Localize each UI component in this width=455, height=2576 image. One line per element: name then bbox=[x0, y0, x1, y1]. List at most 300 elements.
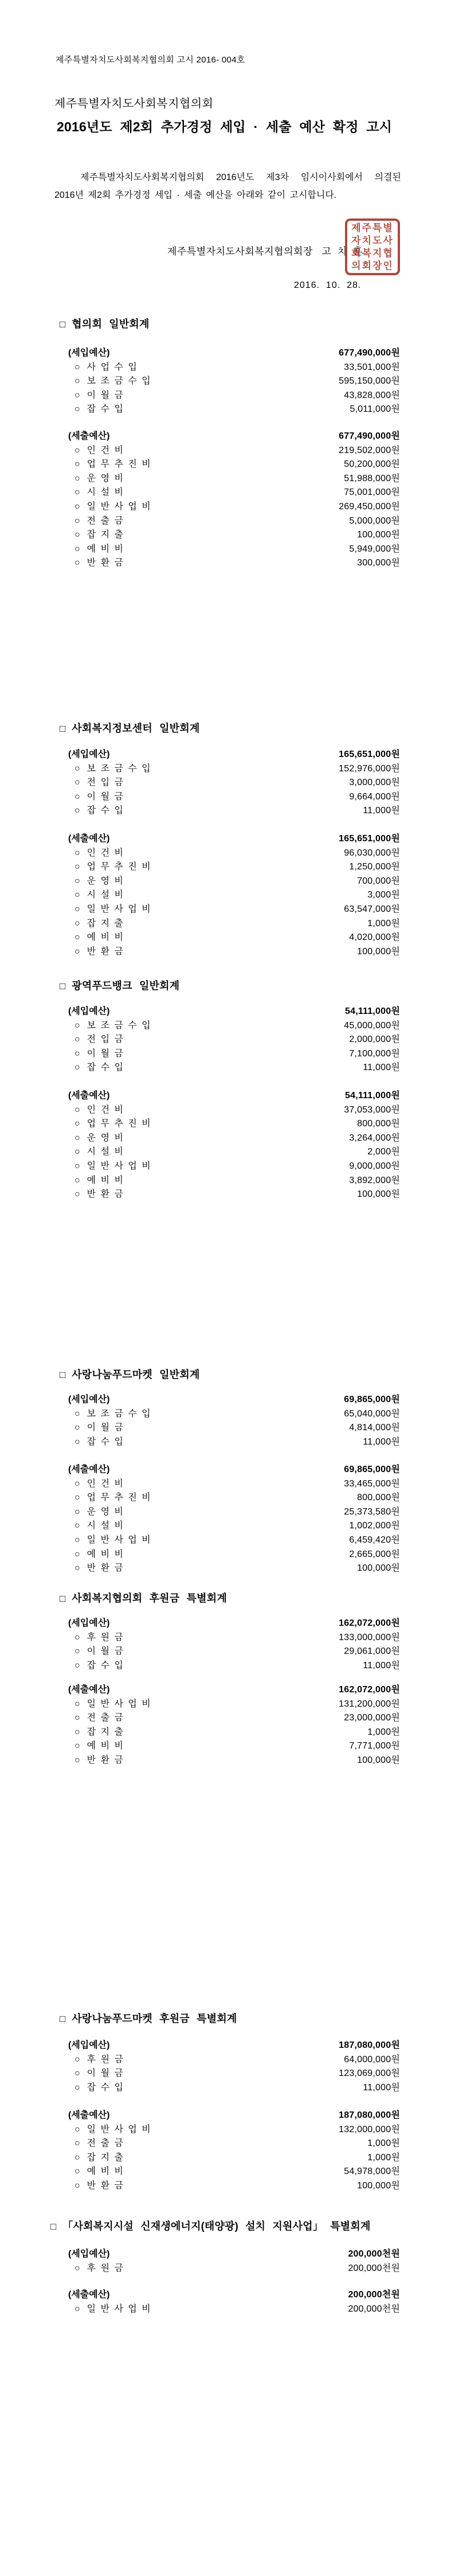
budget-item-row bbox=[0, 1174, 455, 1188]
item-label: 업 무 추 진 비 bbox=[87, 862, 151, 872]
section-heading bbox=[60, 978, 179, 993]
budget-item-row bbox=[0, 1491, 455, 1505]
item-amount: 33,501,000원 bbox=[344, 362, 400, 372]
item-label: 이 월 금 bbox=[87, 2068, 123, 2079]
item-amount: 5,949,000원 bbox=[349, 544, 400, 554]
budget-item-row bbox=[0, 1047, 455, 1061]
budget-income-block bbox=[0, 2039, 455, 2095]
circle-bullet-icon: ○ bbox=[74, 1755, 80, 1765]
circle-bullet-icon: ○ bbox=[74, 1408, 80, 1419]
circle-bullet-icon: ○ bbox=[74, 362, 80, 372]
circle-bullet-icon: ○ bbox=[74, 1535, 80, 1545]
circle-bullet-icon: ○ bbox=[74, 1563, 80, 1574]
budget-item-row bbox=[0, 1061, 455, 1075]
budget-expense-block bbox=[0, 1463, 455, 1576]
document-title: 2016년도 제2회 추가경정 세입 · 세출 예산 확정 고시 bbox=[57, 119, 393, 134]
section-heading bbox=[50, 2218, 371, 2233]
circle-bullet-icon: ○ bbox=[74, 1478, 80, 1489]
item-amount: 9,000,000원 bbox=[349, 1161, 400, 1171]
item-label: 잡 수 입 bbox=[87, 2082, 123, 2093]
budget-item-row bbox=[0, 1726, 455, 1740]
item-amount: 100,000원 bbox=[357, 1563, 400, 1574]
budget-label: (세입예산) bbox=[68, 1395, 110, 1404]
item-label: 예 비 비 bbox=[87, 932, 123, 943]
circle-bullet-icon: ○ bbox=[74, 876, 80, 886]
circle-bullet-icon: ○ bbox=[74, 1175, 80, 1185]
item-label: 일 반 사 업 비 bbox=[87, 904, 151, 914]
circle-bullet-icon: ○ bbox=[74, 2054, 80, 2064]
budget-total-amount: 162,072,000원 bbox=[339, 1685, 400, 1695]
section-title: 사회복지협의회 후원금 특별회계 bbox=[72, 1593, 227, 1604]
circle-bullet-icon: ○ bbox=[74, 2138, 80, 2149]
seal-text-row: 제주특별 bbox=[351, 223, 394, 234]
budget-label: (세출예산) bbox=[68, 431, 110, 441]
item-amount: 11,000원 bbox=[363, 2082, 400, 2093]
item-amount: 1,000원 bbox=[367, 2152, 400, 2163]
budget-label: (세입예산) bbox=[68, 1618, 110, 1628]
budget-item-row bbox=[0, 2081, 455, 2095]
item-amount: 100,000원 bbox=[357, 2180, 400, 2191]
item-amount: 11,000원 bbox=[363, 1660, 400, 1671]
budget-expense-block bbox=[0, 430, 455, 571]
item-amount: 23,000,000원 bbox=[344, 1713, 400, 1723]
item-amount: 1,002,000원 bbox=[349, 1521, 400, 1531]
item-amount: 123,069,000원 bbox=[339, 2068, 400, 2079]
item-amount: 3,892,000원 bbox=[349, 1175, 400, 1185]
budget-label: (세입예산) bbox=[68, 2040, 110, 2050]
budget-item-row bbox=[0, 1519, 455, 1533]
circle-bullet-icon: ○ bbox=[74, 763, 80, 774]
item-label: 잡 지 출 bbox=[87, 530, 123, 540]
item-label: 전 입 금 bbox=[87, 1035, 123, 1045]
item-label: 잡 수 입 bbox=[87, 1660, 123, 1671]
item-label: 일 반 사 업 비 bbox=[87, 2304, 151, 2314]
budget-item-row bbox=[0, 2179, 455, 2193]
item-label: 운 영 비 bbox=[87, 876, 123, 886]
item-amount: 2,000,000원 bbox=[349, 1035, 400, 1045]
body-paragraph-line2: 2016년 제2회 추가경정 세입 · 세출 예산을 아래와 같이 고시합니다. bbox=[54, 190, 337, 200]
square-bullet-icon: □ bbox=[60, 319, 66, 330]
square-bullet-icon: □ bbox=[60, 1593, 66, 1604]
section-title: 사랑나눔푸드마켓 일반회계 bbox=[72, 1369, 200, 1380]
item-amount: 152,976,000원 bbox=[339, 763, 400, 774]
item-amount: 3,000,000원 bbox=[349, 778, 400, 788]
item-amount: 6,459,420원 bbox=[349, 1535, 400, 1545]
seal-text-row: 의회장인 bbox=[351, 260, 394, 271]
budget-item-row bbox=[0, 2137, 455, 2151]
budget-income-block bbox=[0, 1617, 455, 1673]
budget-item-row bbox=[0, 374, 455, 389]
budget-item-row bbox=[0, 1533, 455, 1548]
section-heading bbox=[60, 2011, 237, 2025]
circle-bullet-icon: ○ bbox=[74, 487, 80, 498]
budget-income-block bbox=[0, 1005, 455, 1075]
budget-item-row bbox=[0, 1548, 455, 1562]
budget-label: (세입예산) bbox=[68, 1006, 110, 1016]
circle-bullet-icon: ○ bbox=[74, 501, 80, 512]
item-amount: 1,000원 bbox=[367, 918, 400, 928]
item-amount: 7,771,000원 bbox=[349, 1741, 400, 1751]
budget-item-row bbox=[0, 931, 455, 945]
budget-item-row bbox=[0, 472, 455, 486]
circle-bullet-icon: ○ bbox=[74, 1660, 80, 1671]
circle-bullet-icon: ○ bbox=[74, 1035, 80, 1045]
budget-total-row bbox=[0, 2247, 455, 2262]
seal-text-row: 회복지협 bbox=[351, 247, 394, 259]
circle-bullet-icon: ○ bbox=[74, 1437, 80, 1447]
budget-total-row bbox=[0, 2109, 455, 2123]
budget-total-amount: 69,865,000원 bbox=[344, 1395, 400, 1404]
section-heading bbox=[60, 316, 150, 331]
item-label: 반 환 금 bbox=[87, 558, 123, 568]
budget-item-row bbox=[0, 776, 455, 790]
item-amount: 2,665,000원 bbox=[349, 1549, 400, 1559]
item-amount: 37,053,000원 bbox=[344, 1104, 400, 1115]
budget-total-amount: 69,865,000원 bbox=[344, 1465, 400, 1474]
budget-expense-block bbox=[0, 2109, 455, 2193]
circle-bullet-icon: ○ bbox=[74, 1020, 80, 1031]
item-label: 인 건 비 bbox=[87, 445, 123, 455]
item-label: 시 설 비 bbox=[87, 487, 123, 498]
circle-bullet-icon: ○ bbox=[74, 1521, 80, 1531]
circle-bullet-icon: ○ bbox=[74, 1699, 80, 1709]
circle-bullet-icon: ○ bbox=[74, 2068, 80, 2079]
item-label: 잡 지 출 bbox=[87, 918, 123, 928]
notice-date: 2016. 10. 28. bbox=[294, 280, 362, 290]
budget-item-row bbox=[0, 1754, 455, 1768]
section-title: 사회복지정보센터 일반회계 bbox=[72, 723, 200, 734]
item-amount: 43,828,000원 bbox=[344, 390, 400, 400]
circle-bullet-icon: ○ bbox=[74, 946, 80, 957]
item-label: 반 환 금 bbox=[87, 1563, 123, 1574]
item-label: 잡 수 입 bbox=[87, 404, 123, 415]
budget-total-row bbox=[0, 1683, 455, 1697]
budget-total-row bbox=[0, 1005, 455, 1019]
circle-bullet-icon: ○ bbox=[74, 1104, 80, 1115]
item-label: 시 설 비 bbox=[87, 890, 123, 900]
item-label: 보 조 금 수 입 bbox=[87, 763, 151, 774]
budget-income-block bbox=[0, 748, 455, 818]
item-amount: 25,373,580원 bbox=[344, 1506, 400, 1517]
section-title: 협의회 일반회계 bbox=[72, 318, 150, 330]
budget-total-amount: 165,651,000원 bbox=[339, 834, 400, 844]
item-label: 일 반 사 업 비 bbox=[87, 501, 151, 512]
item-amount: 1,250,000원 bbox=[349, 862, 400, 872]
square-bullet-icon: □ bbox=[60, 981, 66, 992]
budget-item-row bbox=[0, 528, 455, 542]
item-amount: 50,200,000원 bbox=[344, 459, 400, 470]
item-amount: 11,000원 bbox=[363, 806, 400, 816]
item-label: 일 반 사 업 비 bbox=[87, 1161, 151, 1171]
budget-item-row bbox=[0, 1697, 455, 1712]
budget-item-row bbox=[0, 945, 455, 959]
item-label: 전 출 금 bbox=[87, 1713, 123, 1723]
item-label: 업 무 추 진 비 bbox=[87, 1493, 151, 1503]
circle-bullet-icon: ○ bbox=[74, 932, 80, 943]
budget-label: (세출예산) bbox=[68, 834, 110, 844]
circle-bullet-icon: ○ bbox=[74, 791, 80, 802]
item-amount: 64,000,000원 bbox=[344, 2054, 400, 2064]
budget-item-row bbox=[0, 1477, 455, 1492]
item-label: 반 환 금 bbox=[87, 1189, 123, 1200]
item-label: 시 설 비 bbox=[87, 1521, 123, 1531]
circle-bullet-icon: ○ bbox=[74, 1506, 80, 1517]
circle-bullet-icon: ○ bbox=[74, 1423, 80, 1433]
budget-total-amount: 200,000천원 bbox=[348, 2249, 400, 2259]
circle-bullet-icon: ○ bbox=[74, 390, 80, 400]
budget-expense-block bbox=[0, 1683, 455, 1768]
item-amount: 100,000원 bbox=[357, 1755, 400, 1765]
item-amount: 131,200,000원 bbox=[339, 1699, 400, 1709]
budget-total-row bbox=[0, 2288, 455, 2302]
budget-item-row bbox=[0, 1659, 455, 1673]
budget-item-row bbox=[0, 2151, 455, 2165]
budget-item-row bbox=[0, 1033, 455, 1047]
square-bullet-icon: □ bbox=[60, 2013, 66, 2024]
circle-bullet-icon: ○ bbox=[74, 1632, 80, 1642]
circle-bullet-icon: ○ bbox=[74, 1133, 80, 1143]
item-amount: 595,150,000원 bbox=[339, 376, 400, 387]
item-amount: 2,000원 bbox=[367, 1147, 400, 1157]
budget-item-row bbox=[0, 860, 455, 875]
notice-number: 제주특별자치도사회복지협의회 고시 2016- 004호 bbox=[56, 55, 245, 65]
circle-bullet-icon: ○ bbox=[74, 473, 80, 483]
circle-bullet-icon: ○ bbox=[74, 1493, 80, 1503]
item-amount: 200,000천원 bbox=[348, 2304, 400, 2314]
budget-total-amount: 187,080,000원 bbox=[339, 2110, 400, 2120]
circle-bullet-icon: ○ bbox=[74, 516, 80, 526]
item-amount: 3,264,000원 bbox=[349, 1133, 400, 1143]
circle-bullet-icon: ○ bbox=[74, 1727, 80, 1737]
budget-total-amount: 200,000천원 bbox=[348, 2290, 400, 2300]
budget-item-row bbox=[0, 500, 455, 514]
circle-bullet-icon: ○ bbox=[74, 2124, 80, 2134]
budget-item-row bbox=[0, 804, 455, 818]
budget-item-row bbox=[0, 1407, 455, 1422]
budget-total-amount: 187,080,000원 bbox=[339, 2040, 400, 2050]
item-label: 이 월 금 bbox=[87, 1423, 123, 1433]
item-label: 운 영 비 bbox=[87, 473, 123, 483]
section-heading bbox=[60, 720, 200, 735]
budget-item-row bbox=[0, 1019, 455, 1033]
budget-item-row bbox=[0, 389, 455, 403]
item-label: 예 비 비 bbox=[87, 2167, 123, 2177]
budget-item-row bbox=[0, 1435, 455, 1450]
item-amount: 1,000원 bbox=[367, 2138, 400, 2149]
budget-item-row bbox=[0, 1131, 455, 1146]
budget-label: (세출예산) bbox=[68, 1685, 110, 1695]
organization-title: 제주특별자치도사회복지협의회 bbox=[54, 97, 214, 110]
budget-total-amount: 162,072,000원 bbox=[339, 1618, 400, 1628]
item-label: 이 월 금 bbox=[87, 791, 123, 802]
budget-total-row bbox=[0, 346, 455, 361]
budget-total-row bbox=[0, 1617, 455, 1631]
budget-total-row bbox=[0, 1463, 455, 1477]
item-amount: 65,040,000원 bbox=[344, 1408, 400, 1419]
circle-bullet-icon: ○ bbox=[74, 904, 80, 914]
budget-item-row bbox=[0, 486, 455, 500]
budget-item-row bbox=[0, 1117, 455, 1131]
budget-label: (세입예산) bbox=[68, 750, 110, 759]
item-amount: 700,000원 bbox=[357, 876, 400, 886]
budget-total-amount: 54,111,000원 bbox=[345, 1006, 400, 1016]
budget-item-row bbox=[0, 875, 455, 889]
item-label: 잡 수 입 bbox=[87, 1437, 123, 1447]
item-amount: 100,000원 bbox=[357, 530, 400, 540]
circle-bullet-icon: ○ bbox=[74, 2082, 80, 2093]
budget-item-row bbox=[0, 444, 455, 458]
item-amount: 75,001,000원 bbox=[344, 487, 400, 498]
circle-bullet-icon: ○ bbox=[74, 2152, 80, 2163]
budget-item-row bbox=[0, 917, 455, 931]
item-amount: 800,000원 bbox=[357, 1493, 400, 1503]
signature-line: 제주특별자치도사회복지협의회장 고 치 훈 bbox=[167, 246, 363, 257]
item-amount: 133,000,000원 bbox=[339, 1632, 400, 1642]
circle-bullet-icon: ○ bbox=[74, 2180, 80, 2191]
budget-item-row bbox=[0, 1103, 455, 1118]
item-amount: 5,011,000원 bbox=[350, 404, 400, 415]
item-label: 업 무 추 진 비 bbox=[87, 459, 151, 470]
circle-bullet-icon: ○ bbox=[74, 890, 80, 900]
item-label: 일 반 사 업 비 bbox=[87, 1699, 151, 1709]
item-amount: 5,000,000원 bbox=[349, 516, 400, 526]
budget-item-row bbox=[0, 1711, 455, 1726]
budget-label: (세출예산) bbox=[68, 2110, 110, 2120]
section-title: 사랑나눔푸드마켓 후원금 특별회계 bbox=[72, 2013, 237, 2024]
item-label: 보 조 금 수 입 bbox=[87, 376, 151, 387]
item-amount: 200,000천원 bbox=[348, 2263, 400, 2273]
item-label: 인 건 비 bbox=[87, 848, 123, 858]
budget-item-row bbox=[0, 2053, 455, 2067]
item-amount: 7,100,000원 bbox=[349, 1048, 400, 1059]
item-label: 반 환 금 bbox=[87, 1755, 123, 1765]
item-amount: 63,547,000원 bbox=[344, 904, 400, 914]
budget-item-row bbox=[0, 2067, 455, 2081]
item-label: 후 원 금 bbox=[87, 2054, 123, 2064]
item-label: 후 원 금 bbox=[87, 2263, 123, 2273]
item-amount: 9,664,000원 bbox=[349, 791, 400, 802]
circle-bullet-icon: ○ bbox=[74, 2167, 80, 2177]
budget-total-row bbox=[0, 748, 455, 762]
circle-bullet-icon: ○ bbox=[74, 376, 80, 387]
circle-bullet-icon: ○ bbox=[74, 1741, 80, 1751]
budget-item-row bbox=[0, 846, 455, 861]
budget-item-row bbox=[0, 1160, 455, 1174]
budget-total-row bbox=[0, 1089, 455, 1103]
item-amount: 11,000원 bbox=[363, 1437, 400, 1447]
circle-bullet-icon: ○ bbox=[74, 778, 80, 788]
item-label: 보 조 금 수 입 bbox=[87, 1020, 151, 1031]
budget-item-row bbox=[0, 403, 455, 417]
budget-item-row bbox=[0, 2165, 455, 2179]
item-label: 전 출 금 bbox=[87, 516, 123, 526]
budget-total-row bbox=[0, 1393, 455, 1407]
circle-bullet-icon: ○ bbox=[74, 1646, 80, 1657]
budget-item-row bbox=[0, 361, 455, 375]
square-bullet-icon: □ bbox=[60, 723, 66, 734]
budget-item-row bbox=[0, 790, 455, 805]
circle-bullet-icon: ○ bbox=[74, 558, 80, 568]
item-amount: 219,502,000원 bbox=[339, 445, 400, 455]
circle-bullet-icon: ○ bbox=[74, 1549, 80, 1559]
circle-bullet-icon: ○ bbox=[74, 530, 80, 540]
item-amount: 45,000,000원 bbox=[344, 1020, 400, 1031]
budget-total-row bbox=[0, 832, 455, 846]
item-label: 일 반 사 업 비 bbox=[87, 1535, 151, 1545]
item-label: 이 월 금 bbox=[87, 1048, 123, 1059]
budget-item-row bbox=[0, 556, 455, 571]
circle-bullet-icon: ○ bbox=[74, 848, 80, 858]
item-amount: 1,000원 bbox=[367, 1727, 400, 1737]
circle-bullet-icon: ○ bbox=[74, 1161, 80, 1171]
item-label: 업 무 추 진 비 bbox=[87, 1119, 151, 1129]
budget-item-row bbox=[0, 542, 455, 557]
item-label: 전 입 금 bbox=[87, 778, 123, 788]
budget-item-row bbox=[0, 2262, 455, 2276]
item-amount: 11,000원 bbox=[363, 1063, 400, 1073]
square-bullet-icon: □ bbox=[60, 1369, 66, 1380]
item-label: 전 출 금 bbox=[87, 2138, 123, 2149]
circle-bullet-icon: ○ bbox=[74, 1189, 80, 1200]
item-label: 예 비 비 bbox=[87, 1741, 123, 1751]
section-title: 광역푸드뱅크 일반회계 bbox=[72, 980, 180, 992]
item-label: 잡 수 입 bbox=[87, 1063, 123, 1073]
circle-bullet-icon: ○ bbox=[74, 404, 80, 415]
item-label: 보 조 금 수 입 bbox=[87, 1408, 151, 1419]
circle-bullet-icon: ○ bbox=[74, 1063, 80, 1073]
item-amount: 800,000원 bbox=[357, 1119, 400, 1129]
budget-item-row bbox=[0, 1188, 455, 1202]
square-bullet-icon: □ bbox=[50, 2221, 57, 2232]
item-amount: 4,814,000원 bbox=[349, 1423, 400, 1433]
budget-item-row bbox=[0, 762, 455, 776]
item-amount: 100,000원 bbox=[357, 946, 400, 957]
budget-item-row bbox=[0, 458, 455, 472]
item-amount: 33,465,000원 bbox=[344, 1478, 400, 1489]
budget-expense-block bbox=[0, 2288, 455, 2316]
budget-item-row bbox=[0, 1421, 455, 1435]
budget-expense-block bbox=[0, 1089, 455, 1202]
circle-bullet-icon: ○ bbox=[74, 445, 80, 455]
budget-label: (세입예산) bbox=[68, 348, 110, 358]
item-label: 반 환 금 bbox=[87, 946, 123, 957]
budget-item-row bbox=[0, 1505, 455, 1520]
budget-item-row bbox=[0, 903, 455, 917]
item-amount: 100,000원 bbox=[357, 1189, 400, 1200]
body-paragraph-line1: 제주특별자치도사회복지협의회 2016년도 제3차 임시이사회에서 의결된 bbox=[80, 173, 401, 182]
section-heading bbox=[60, 1590, 227, 1605]
budget-total-row bbox=[0, 430, 455, 444]
item-label: 운 영 비 bbox=[87, 1506, 123, 1517]
item-amount: 3,000원 bbox=[367, 890, 400, 900]
official-seal bbox=[345, 218, 400, 275]
budget-label: (세입예산) bbox=[68, 2249, 110, 2259]
budget-label: (세출예산) bbox=[68, 1091, 110, 1100]
budget-item-row bbox=[0, 2302, 455, 2317]
budget-label: (세출예산) bbox=[68, 2290, 110, 2300]
budget-total-amount: 677,490,000원 bbox=[339, 348, 400, 358]
item-label: 사 업 수 입 bbox=[87, 362, 137, 372]
item-label: 예 비 비 bbox=[87, 1549, 123, 1559]
circle-bullet-icon: ○ bbox=[74, 1713, 80, 1723]
item-amount: 29,061,000원 bbox=[344, 1646, 400, 1657]
budget-item-row bbox=[0, 514, 455, 529]
item-label: 이 월 금 bbox=[87, 1646, 123, 1657]
circle-bullet-icon: ○ bbox=[74, 1048, 80, 1059]
item-label: 예 비 비 bbox=[87, 544, 123, 554]
item-amount: 54,978,000원 bbox=[344, 2167, 400, 2177]
budget-item-row bbox=[0, 1739, 455, 1754]
